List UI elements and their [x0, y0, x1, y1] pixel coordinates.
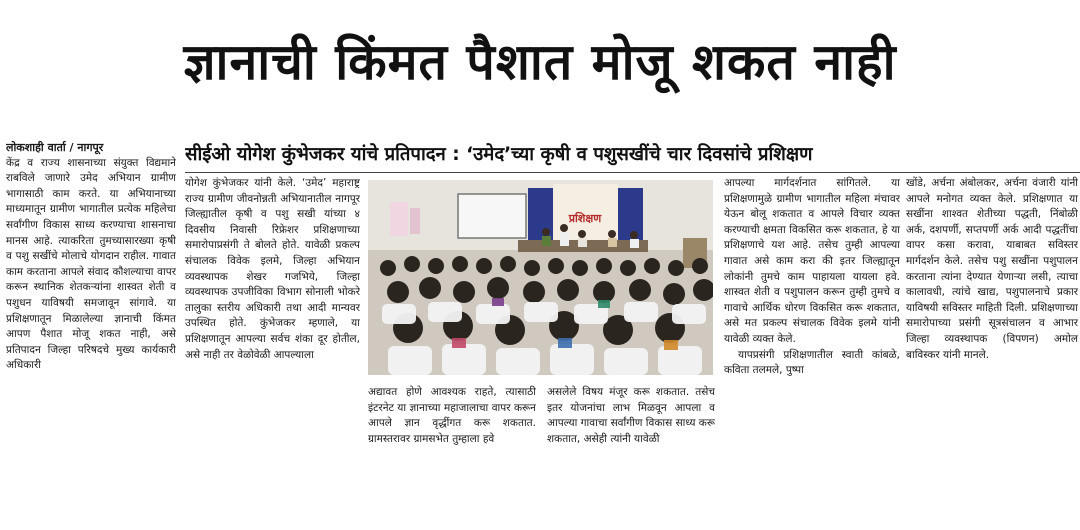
- column-5-paragraph-2: यापप्रसंगी प्रशिक्षणातील स्वाती कांबळे, कविता तलमले, पुष्पा: [724, 348, 900, 377]
- article-column-2: [185, 176, 360, 521]
- column-3-text: अद्यावत होणे आवश्यक राहते, त्यासाठी इंटरनेट या ज्ञानाच्या महाजालाचा वापर करून आपले ज्ञान वृद्धींगत करू शकतात. ग्रामस्तरावर ग्रामसभेत तुम्हाला हवे: [368, 386, 536, 445]
- column-5-text: आपल्या मार्गदर्शनात सांगितले. या प्रशिक्षणामुळे ग्रामीण भागातील महिला मंचावर येऊन बोलू शकतात व आपले विचार व्यक्त करण्याची क्षमता विकसित करू शकतात, हे या प्रशिक्षणाचे यश आहे. तसेच तुम्ही आपल्या गावात असे काम करा की इतर जिल्ह्यातून लोकांनी तुमचे काम पाहायला यायला हवे. शास्वत शेती व पशुपालन करून तुम्ही तुमचे व गावाचे आर्थिक धोरण विकसित करू शकतात, असे मत प्रकल्प संचालक विवेक इलमे यांनी यावेळी व्यक्त केले.: [724, 177, 900, 345]
- column-1-text: केंद्र व राज्य शासनाच्या संयुक्त विद्यमाने राबविले जाणारे उमेद अभियान ग्रामीण भागासाठी काम करते. या अभियानाच्या माध्यमातून ग्रामीण भागातील प्रत्येक महिलेचा सर्वांगीण विकास साध्य करण्याचा शासनाचा मानस आहे. त्याकरिता तुमच्यासारख्या कृषी व पशु सखींचे मोलाचे योगदान राहील. गावात काम करताना आपले संवाद कौशल्याचा वापर करून स्थानिक शेतकऱ्यांना शास्वत शेती व पशुधन याविषयी समजावून सांगावे. या प्रशिक्षणातून मिळालेल्या ज्ञानाची किंमत आपण पैशात मोजू शकत नाही, असे प्रतिपादन जिल्हा परिषदचे मुख्य कार्यकारी अधिकारी: [6, 156, 176, 372]
- article-column-6: [906, 176, 1078, 526]
- article-column-4: [547, 385, 715, 525]
- banner-text: प्रशिक्षण: [568, 212, 602, 225]
- article-column-3: [368, 385, 536, 525]
- headline: ज्ञानाची किंमत पैशात मोजू शकत नाही: [183, 33, 897, 91]
- column-6-text: खोंडे, अर्चना अंबोलकर, अर्चना वंजारी यांनी आपले मनोगत व्यक्त केले. प्रशिक्षणात या सखींना शाश्वत शेतीच्या पद्धती, निंबोळी अर्क, दशपर्णी, सप्तपर्णी अर्क आदी पद्धतींचा वापर कसा करावा, याबाबत सविस्तर मार्गदर्शन केले. तसेच पशु सखींना पशुपालन करताना त्यांना देण्यात येणाऱ्या लसी, त्याचा कालावधी, त्यांचे खाद्य, पशुपालनाचे प्रकार याविषयी सविस्तर माहिती दिली. प्रशिक्षणाच्या समारोपाच्या प्रसंगी सूत्रसंचालन व आभार जिल्हा व्यवस्थापक (विपणन) अमोल बाविस्कर यांनी मानले.: [906, 177, 1078, 361]
- training-event-photo: [368, 180, 713, 375]
- column-2-text: योगेश कुंभेजकर यांनी केले. ‘उमेद’ महाराष्ट्र राज्य ग्रामीण जीवनोन्नती अभियानातील नागपूर जिल्ह्यातील कृषी व पशु सखी यांच्या ४ दिवसीय निवासी रिफ्रेशर प्रशिक्षणाच्या समारोपाप्रसंगी ते बोलते होते. यावेळी प्रकल्प संचालक विवेक इलमे, जिल्हा अभियान व्यवस्थापक शेखर गजभिये, जिल्हा व्यवस्थापक उपजीविका विभाग सोनाली भोकरे तालुका स्तरीय अधिकारी तथा आदी मान्यवर उपस्थित होते. कुंभेजकर म्हणाले, या प्रशिक्षणातून आपल्या सर्वच शंका दूर होतील, असे नाही तर वेळोवेळी आपल्याला: [185, 177, 360, 361]
- dateline: लोकशाही वार्ता / नागपूर: [6, 141, 104, 154]
- column-4-text: असलेले विषय मंजूर करू शकतात. तसेच इतर योजनांचा लाभ मिळवून आपला व आपल्या गावाचा सर्वांगीण विकास साध्य करू शकतात, असेही त्यांनी यावेळी: [547, 386, 715, 445]
- subheadline: सीईओ योगेश कुंभेजकर यांचे प्रतिपादन : ‘उमेद’च्या कृषी व पशुसखींचे चार दिवसांचे प्रशिक्षण: [185, 144, 813, 165]
- article-column-5: [724, 176, 900, 526]
- article-column-1: [6, 140, 176, 525]
- subheadline-rule: [185, 172, 1080, 173]
